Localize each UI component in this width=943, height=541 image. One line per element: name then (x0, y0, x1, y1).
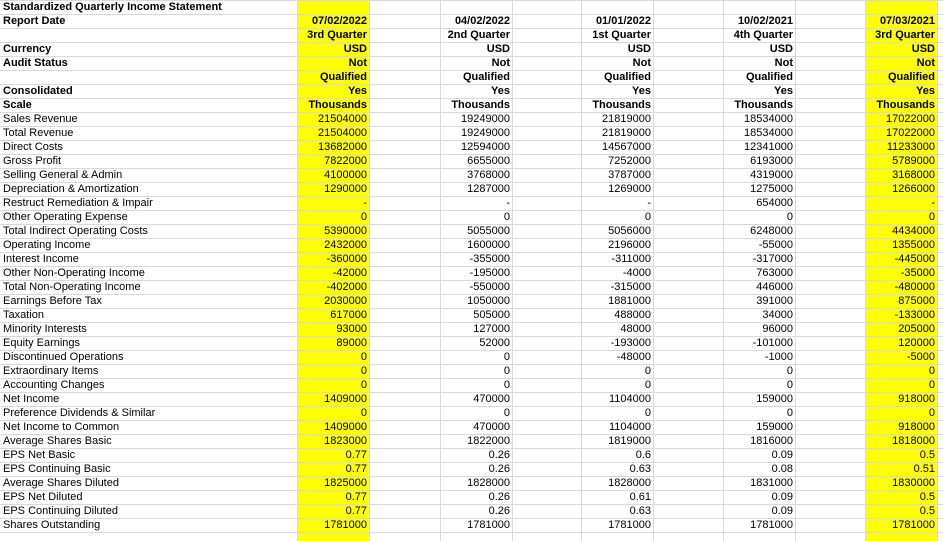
data-cell[interactable]: 120000 (898, 337, 935, 349)
data-cell[interactable]: 1781000 (750, 519, 793, 531)
data-cell[interactable]: 0.63 (629, 505, 651, 517)
data-cell[interactable]: 14567000 (602, 141, 651, 153)
data-cell[interactable]: 0 (503, 407, 510, 419)
data-cell[interactable]: 21504000 (318, 127, 367, 139)
data-cell[interactable]: 17022000 (886, 127, 935, 139)
row-label[interactable]: Total Revenue (3, 127, 74, 139)
data-cell[interactable]: 1828000 (467, 477, 510, 489)
data-cell[interactable]: 205000 (898, 323, 935, 335)
data-cell[interactable]: 0 (644, 365, 651, 377)
data-cell[interactable]: 0 (360, 379, 367, 391)
header-cell[interactable]: Not (774, 57, 793, 69)
row-label[interactable]: EPS Continuing Diluted (3, 505, 118, 517)
header-cell[interactable]: Not (632, 57, 651, 69)
data-cell[interactable]: 0.61 (629, 491, 651, 503)
header-cell[interactable]: 01/01/2022 (595, 15, 651, 27)
data-cell[interactable]: 7252000 (608, 155, 651, 167)
header-cell[interactable]: Qualified (603, 71, 651, 83)
data-cell[interactable]: - (647, 197, 651, 209)
header-cell[interactable]: USD (343, 43, 367, 55)
data-cell[interactable]: -360000 (326, 253, 367, 265)
header-cell[interactable]: Qualified (745, 71, 793, 83)
header-cell[interactable]: Yes (632, 85, 651, 97)
data-cell[interactable]: 3168000 (892, 169, 935, 181)
header-cell[interactable]: 3rd Quarter (875, 29, 935, 41)
data-cell[interactable]: 617000 (330, 309, 367, 321)
row-label[interactable]: Other Non-Operating Income (3, 267, 145, 279)
data-cell[interactable]: -101000 (752, 337, 793, 349)
data-cell[interactable]: 0.09 (771, 491, 793, 503)
data-cell[interactable]: -480000 (894, 281, 935, 293)
data-cell[interactable]: 470000 (473, 393, 510, 405)
data-cell[interactable]: 875000 (898, 295, 935, 307)
data-cell[interactable]: 0 (786, 365, 793, 377)
data-cell[interactable]: 1818000 (892, 435, 935, 447)
data-cell[interactable]: 0.5 (919, 491, 935, 503)
row-label[interactable]: EPS Continuing Basic (3, 463, 111, 475)
data-cell[interactable]: 2030000 (324, 295, 367, 307)
row-label[interactable]: Shares Outstanding (3, 519, 101, 531)
header-cell[interactable]: 3rd Quarter (307, 29, 367, 41)
data-cell[interactable]: 0.08 (771, 463, 793, 475)
header-cell[interactable]: Qualified (319, 71, 367, 83)
header-label[interactable]: Consolidated (3, 85, 73, 97)
data-cell[interactable]: 0.26 (488, 449, 510, 461)
row-label[interactable]: Operating Income (3, 239, 91, 251)
data-cell[interactable]: 2432000 (324, 239, 367, 251)
sheet-title[interactable]: Standardized Quarterly Income Statement (3, 1, 222, 13)
data-cell[interactable]: 93000 (336, 323, 367, 335)
row-label[interactable]: EPS Net Diluted (3, 491, 83, 503)
data-cell[interactable]: 0.51 (913, 463, 935, 475)
row-label[interactable]: Selling General & Admin (3, 169, 123, 181)
data-cell[interactable]: 446000 (756, 281, 793, 293)
data-cell[interactable]: 21819000 (602, 127, 651, 139)
data-cell[interactable]: 19249000 (461, 127, 510, 139)
row-label[interactable]: Total Indirect Operating Costs (3, 225, 148, 237)
data-cell[interactable]: 0 (928, 407, 935, 419)
data-cell[interactable]: 159000 (756, 421, 793, 433)
data-cell[interactable]: 3787000 (608, 169, 651, 181)
row-label[interactable]: Sales Revenue (3, 113, 78, 125)
data-cell[interactable]: 1781000 (892, 519, 935, 531)
data-cell[interactable]: 0 (644, 211, 651, 223)
data-cell[interactable]: 89000 (336, 337, 367, 349)
data-cell[interactable]: -42000 (332, 267, 367, 279)
data-cell[interactable]: 0 (503, 351, 510, 363)
row-label[interactable]: Earnings Before Tax (3, 295, 102, 307)
row-label[interactable]: Total Non-Operating Income (3, 281, 141, 293)
row-label[interactable]: Gross Profit (3, 155, 62, 167)
data-cell[interactable]: 0 (360, 365, 367, 377)
data-cell[interactable]: 1266000 (892, 183, 935, 195)
data-cell[interactable]: 19249000 (461, 113, 510, 125)
data-cell[interactable]: 11233000 (886, 141, 935, 153)
row-label[interactable]: Extraordinary Items (3, 365, 99, 377)
row-label[interactable]: Depreciation & Amortization (3, 183, 139, 195)
data-cell[interactable]: 0 (503, 365, 510, 377)
data-cell[interactable]: 13682000 (318, 141, 367, 153)
header-cell[interactable]: USD (769, 43, 793, 55)
data-cell[interactable]: 0.77 (345, 505, 367, 517)
data-cell[interactable]: - (506, 197, 510, 209)
data-cell[interactable]: 505000 (473, 309, 510, 321)
data-cell[interactable]: 918000 (898, 393, 935, 405)
data-cell[interactable]: 1104000 (608, 393, 651, 405)
header-label[interactable]: Currency (3, 43, 52, 55)
data-cell[interactable]: 391000 (756, 295, 793, 307)
data-cell[interactable]: - (931, 197, 935, 209)
data-cell[interactable]: 0 (360, 407, 367, 419)
data-cell[interactable]: 0 (644, 379, 651, 391)
data-cell[interactable]: 52000 (479, 337, 510, 349)
data-cell[interactable]: 18534000 (744, 127, 793, 139)
data-cell[interactable]: -5000 (906, 351, 935, 363)
data-cell[interactable]: 1290000 (324, 183, 367, 195)
data-cell[interactable]: 0.63 (629, 463, 651, 475)
data-cell[interactable]: 1104000 (608, 421, 651, 433)
data-cell[interactable]: -445000 (894, 253, 935, 265)
data-cell[interactable]: 4100000 (324, 169, 367, 181)
header-cell[interactable]: USD (627, 43, 651, 55)
data-cell[interactable]: 4434000 (892, 225, 935, 237)
data-cell[interactable]: -48000 (616, 351, 651, 363)
data-cell[interactable]: 3768000 (467, 169, 510, 181)
data-cell[interactable]: 48000 (620, 323, 651, 335)
data-cell[interactable]: 21504000 (318, 113, 367, 125)
data-cell[interactable]: - (363, 197, 367, 209)
row-label[interactable]: Interest Income (3, 253, 79, 265)
data-cell[interactable]: 1819000 (608, 435, 651, 447)
row-label[interactable]: Average Shares Basic (3, 435, 112, 447)
data-cell[interactable]: 1830000 (892, 477, 935, 489)
data-cell[interactable]: 1831000 (750, 477, 793, 489)
data-cell[interactable]: 0.77 (345, 449, 367, 461)
data-cell[interactable]: 5789000 (892, 155, 935, 167)
data-cell[interactable]: -317000 (752, 253, 793, 265)
header-label[interactable]: Scale (3, 99, 32, 111)
data-cell[interactable]: 0 (928, 365, 935, 377)
header-cell[interactable]: Yes (774, 85, 793, 97)
data-cell[interactable]: 0 (360, 211, 367, 223)
data-cell[interactable]: 34000 (762, 309, 793, 321)
data-cell[interactable]: -355000 (469, 253, 510, 265)
data-cell[interactable]: 1781000 (608, 519, 651, 531)
data-cell[interactable]: 1269000 (608, 183, 651, 195)
data-cell[interactable]: 0 (928, 211, 935, 223)
header-cell[interactable]: USD (911, 43, 935, 55)
data-cell[interactable]: 1781000 (467, 519, 510, 531)
data-cell[interactable]: -402000 (326, 281, 367, 293)
data-cell[interactable]: 488000 (614, 309, 651, 321)
data-cell[interactable]: 0.26 (488, 463, 510, 475)
header-cell[interactable]: 10/02/2021 (737, 15, 793, 27)
header-cell[interactable]: Thousands (734, 99, 793, 111)
header-cell[interactable]: Not (348, 57, 367, 69)
data-cell[interactable]: -550000 (469, 281, 510, 293)
data-cell[interactable]: 21819000 (602, 113, 651, 125)
data-cell[interactable]: 918000 (898, 421, 935, 433)
data-cell[interactable]: 1823000 (324, 435, 367, 447)
data-cell[interactable]: 1828000 (608, 477, 651, 489)
data-cell[interactable]: 1822000 (467, 435, 510, 447)
header-cell[interactable]: 07/02/2022 (311, 15, 367, 27)
data-cell[interactable]: 1287000 (467, 183, 510, 195)
data-cell[interactable]: 5390000 (324, 225, 367, 237)
data-cell[interactable]: 159000 (756, 393, 793, 405)
data-cell[interactable]: 0.5 (919, 505, 935, 517)
data-cell[interactable]: 1881000 (608, 295, 651, 307)
data-cell[interactable]: 1825000 (324, 477, 367, 489)
data-cell[interactable]: 1600000 (467, 239, 510, 251)
row-label[interactable]: Net Income to Common (3, 421, 120, 433)
data-cell[interactable]: -311000 (611, 253, 651, 265)
data-cell[interactable]: 127000 (473, 323, 510, 335)
data-cell[interactable]: 0 (503, 211, 510, 223)
data-cell[interactable]: 0.5 (919, 449, 935, 461)
data-cell[interactable]: 12341000 (744, 141, 793, 153)
row-label[interactable]: Net Income (3, 393, 60, 405)
row-label[interactable]: Preference Dividends & Similar (3, 407, 156, 419)
data-cell[interactable]: 0 (360, 351, 367, 363)
data-cell[interactable]: 763000 (756, 267, 793, 279)
row-label[interactable]: Direct Costs (3, 141, 63, 153)
data-cell[interactable]: -195000 (469, 267, 510, 279)
data-cell[interactable]: 1355000 (892, 239, 935, 251)
header-cell[interactable]: Yes (916, 85, 935, 97)
data-cell[interactable]: 1409000 (324, 393, 367, 405)
row-label[interactable]: EPS Net Basic (3, 449, 76, 461)
data-cell[interactable]: 17022000 (886, 113, 935, 125)
data-cell[interactable]: 470000 (473, 421, 510, 433)
data-cell[interactable]: 1409000 (324, 421, 367, 433)
data-cell[interactable]: 1275000 (750, 183, 793, 195)
data-cell[interactable]: 6655000 (467, 155, 510, 167)
data-cell[interactable]: 0.77 (345, 491, 367, 503)
header-cell[interactable]: Yes (491, 85, 510, 97)
header-cell[interactable]: 04/02/2022 (454, 15, 510, 27)
data-cell[interactable]: 0.09 (771, 449, 793, 461)
data-cell[interactable]: 6193000 (750, 155, 793, 167)
header-cell[interactable]: 07/03/2021 (879, 15, 935, 27)
data-cell[interactable]: -133000 (894, 309, 935, 321)
data-cell[interactable]: 6248000 (750, 225, 793, 237)
data-cell[interactable]: 5056000 (608, 225, 651, 237)
row-label[interactable]: Minority Interests (3, 323, 87, 335)
data-cell[interactable]: 0 (786, 379, 793, 391)
row-label[interactable]: Average Shares Diluted (3, 477, 119, 489)
row-label[interactable]: Taxation (3, 309, 44, 321)
header-cell[interactable]: Not (491, 57, 510, 69)
data-cell[interactable]: 7822000 (324, 155, 367, 167)
data-cell[interactable]: 0 (644, 407, 651, 419)
data-cell[interactable]: 4319000 (750, 169, 793, 181)
data-cell[interactable]: -35000 (900, 267, 935, 279)
data-cell[interactable]: 1816000 (750, 435, 793, 447)
header-cell[interactable]: Thousands (451, 99, 510, 111)
data-cell[interactable]: 0.26 (488, 491, 510, 503)
header-label[interactable]: Report Date (3, 15, 66, 27)
data-cell[interactable]: 1781000 (324, 519, 367, 531)
data-cell[interactable]: -55000 (758, 239, 793, 251)
header-cell[interactable]: 4th Quarter (733, 29, 793, 41)
row-label[interactable]: Restruct Remediation & Impair (3, 197, 153, 209)
data-cell[interactable]: -315000 (610, 281, 651, 293)
data-cell[interactable]: 654000 (756, 197, 793, 209)
row-label[interactable]: Other Operating Expense (3, 211, 128, 223)
data-cell[interactable]: 12594000 (461, 141, 510, 153)
header-cell[interactable]: Qualified (887, 71, 935, 83)
data-cell[interactable]: 1050000 (467, 295, 510, 307)
data-cell[interactable]: -193000 (610, 337, 651, 349)
data-cell[interactable]: -4000 (622, 267, 651, 279)
data-cell[interactable]: -1000 (764, 351, 793, 363)
row-label[interactable]: Discontinued Operations (3, 351, 124, 363)
data-cell[interactable]: 96000 (762, 323, 793, 335)
header-label[interactable]: Audit Status (3, 57, 68, 69)
header-cell[interactable]: Qualified (462, 71, 510, 83)
data-cell[interactable]: 2196000 (608, 239, 651, 251)
data-cell[interactable]: 0 (503, 379, 510, 391)
data-cell[interactable]: 18534000 (744, 113, 793, 125)
header-cell[interactable]: 1st Quarter (592, 29, 651, 41)
header-cell[interactable]: Not (916, 57, 935, 69)
data-cell[interactable]: 0.77 (345, 463, 367, 475)
data-cell[interactable]: 0.09 (771, 505, 793, 517)
data-cell[interactable]: 0 (786, 211, 793, 223)
header-cell[interactable]: Thousands (308, 99, 367, 111)
data-cell[interactable]: 0.6 (635, 449, 651, 461)
header-cell[interactable]: 2nd Quarter (447, 29, 510, 41)
header-cell[interactable]: Thousands (876, 99, 935, 111)
data-cell[interactable]: 0 (786, 407, 793, 419)
data-cell[interactable]: 0.26 (488, 505, 510, 517)
row-label[interactable]: Equity Earnings (3, 337, 81, 349)
row-label[interactable]: Accounting Changes (3, 379, 105, 391)
header-cell[interactable]: USD (486, 43, 510, 55)
data-cell[interactable]: 0 (928, 379, 935, 391)
data-cell[interactable]: 5055000 (467, 225, 510, 237)
header-cell[interactable]: Yes (348, 85, 367, 97)
header-cell[interactable]: Thousands (592, 99, 651, 111)
